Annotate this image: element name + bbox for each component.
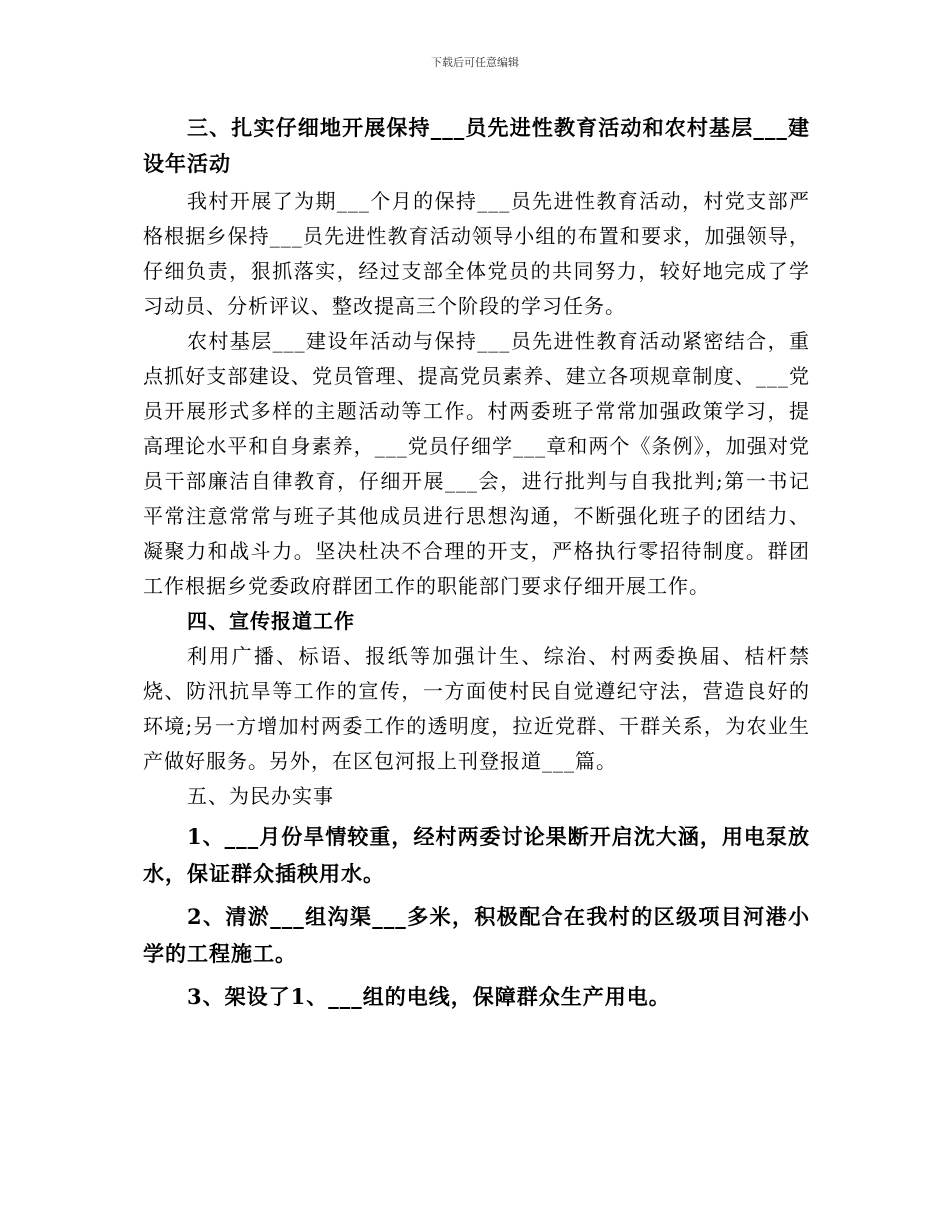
section-4-paragraph-1: 利用广播、标语、报纸等加强计生、综治、村两委换届、桔杆禁烧、防汛抗旱等工作的宣传，一方面使村民自觉遵纪守法，营造良好的环境;另一方增加村两委工作的透明度，拉近党群、干群关系，为农业生产做好服务。另外，在区包河报上刊登报道___篇。 xyxy=(143,644,810,773)
document-body xyxy=(143,110,810,1015)
section-4-title: 四、宣传报道工作 xyxy=(187,609,355,633)
section-3-paragraph-1: 我村开展了为期___个月的保持___员先进性教育活动，村党支部严格根据乡保持___员先进性教育活动领导小组的布置和要求，加强领导，仔细负责，狠抓落实，经过支部全体党员的共同努力，较好地完成了学习动员、分析评议、整改提高三个阶段的学习任务。 xyxy=(143,189,810,318)
section-5-item-2: 2、清淤___组沟渠___多米，积极配合在我村的区级项目河港小学的工程施工。 xyxy=(143,904,810,966)
header-note: 下载后可任意编辑 xyxy=(431,56,519,69)
section-5-title: 五、为民办实事 xyxy=(187,784,334,808)
section-5-item-1: 1、___月份旱情较重，经村两委讨论果断开启沈大涵，用电泵放水，保证群众插秧用水。 xyxy=(143,824,811,886)
section-3-title: 三、扎实仔细地开展保持___员先进性教育活动和农村基层___建设年活动 xyxy=(143,115,810,176)
section-5-item-3: 3、架设了1、___组的电线，保障群众生产用电。 xyxy=(187,984,671,1009)
section-3-paragraph-2: 农村基层___建设年活动与保持___员先进性教育活动紧密结合，重点抓好支部建设、党员管理、提高党员素养、建立各项规章制度、___党员开展形式多样的主题活动等工作。村两委班子常常加强政策学习，提高理论水平和自身素养，___党员仔细学___章和两个《条例》，加强对党员干部廉洁自律教育，仔细开展___会，进行批判与自我批判;第一书记平常注意常常与班子其他成员进行思想沟通，不断强化班子的团结力、凝聚力和战斗力。坚决杜决不合理的开支，严格执行零招待制度。群团工作根据乡党委政府群团工作的职能部门要求仔细开展工作。 xyxy=(143,329,810,598)
